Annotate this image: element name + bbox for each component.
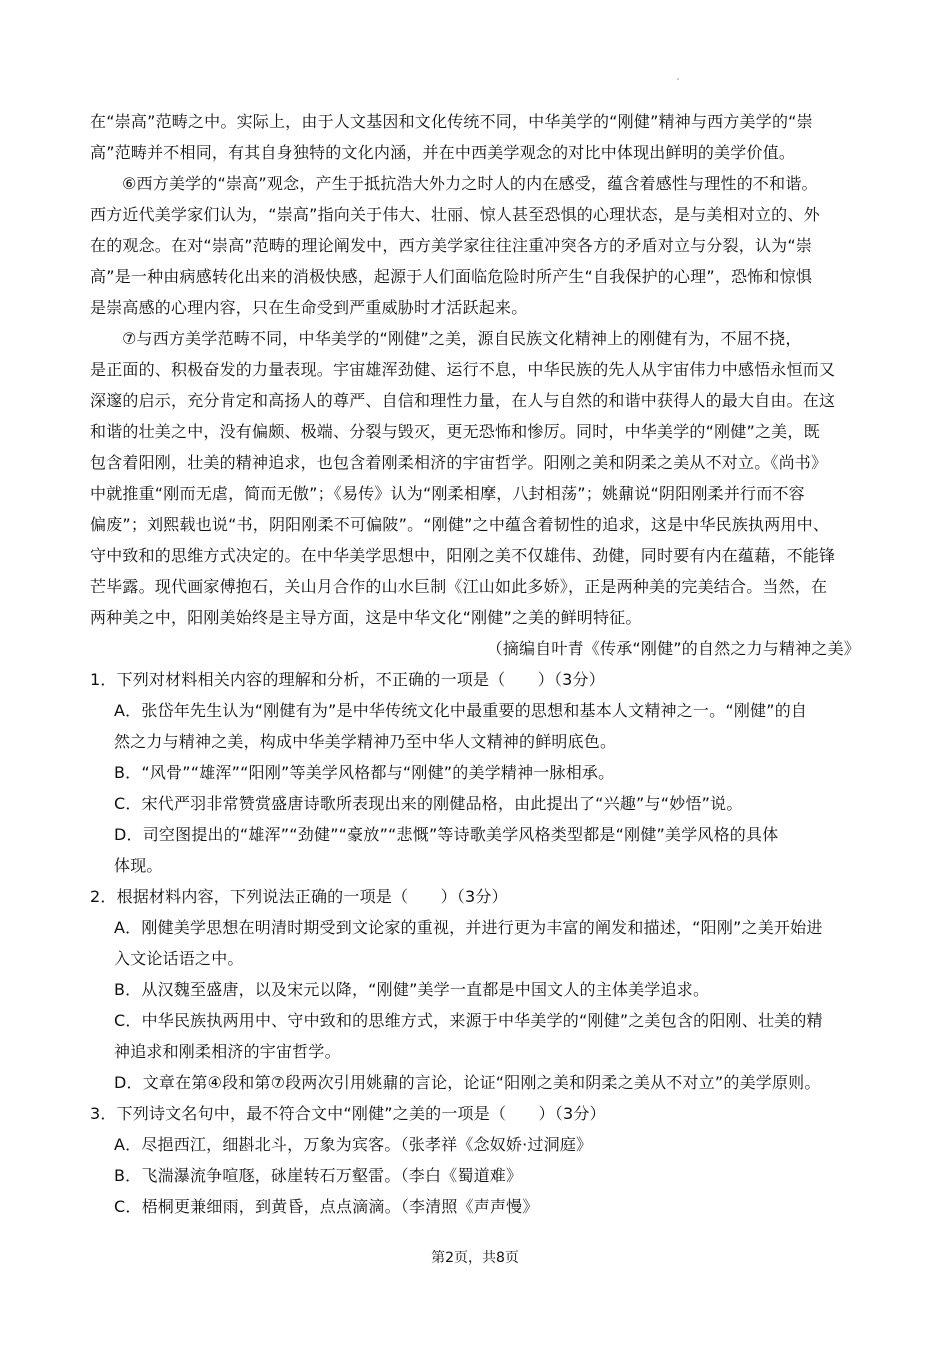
option-a: A．尽挹西江，细斟北斗，万象为宾客。（张孝祥《念奴娇·过洞庭》	[114, 1135, 593, 1154]
option-c: C．宋代严羽非常赞赏盛唐诗歌所表现出来的刚健品格，由此提出了“兴趣”与“妙悟”说。	[114, 794, 743, 813]
option-d: D．文章在第④段和第⑦段两次引用姚鼐的言论，论证“阳刚之美和阴柔之美从不对立”的美学原则。	[114, 1073, 821, 1092]
question-3	[90, 1098, 860, 1222]
paragraph-6	[90, 168, 860, 323]
paragraph-7	[90, 323, 860, 633]
question-1	[90, 664, 860, 881]
option-b: B．飞湍瀑流争喧豗，砯崖转石万壑雷。（李白《蜀道难》	[114, 1166, 523, 1185]
option-d-cont: 体现。	[114, 856, 163, 875]
question-2	[90, 881, 860, 1098]
option-d: D．司空图提出的“雄浑”“劲健”“豪放”“悲慨”等诗歌美学风格类型都是“刚健”美学风格的具体	[114, 825, 779, 844]
page-footer: 第2页，共8页	[431, 1250, 519, 1266]
text-line: 是正面的、积极奋发的力量表现。宇宙雄浑劲健、运行不息，中华民族的先人从宇宙伟力中感悟永恒而又	[90, 360, 836, 379]
option-a-cont: 入文论话语之中。	[114, 949, 244, 968]
option-a: A．张岱年先生认为“刚健有为”是中华传统文化中最重要的思想和基本人文精神之一。“刚健”的自	[114, 701, 808, 720]
text-line: 和谐的壮美之中，没有偏颇、极端、分裂与毁灭，更无恐怖和惨厉。同时，中华美学的“刚健”之美，既	[90, 422, 820, 441]
text-line: 芒毕露。现代画家傅抱石，关山月合作的山水巨制《江山如此多娇》，正是两种美的完美结合。当然，在	[90, 577, 828, 596]
text-line: ⑦与西方美学范畴不同，中华美学的“刚健”之美，源自民族文化精神上的刚健有为，不屈不挠，	[122, 329, 802, 348]
text-line: 西方近代美学家们认为，“崇高”指向关于伟大、壮丽、惊人甚至恐惧的心理状态，是与美相对立的、外	[90, 205, 820, 224]
text-line: 高”是一种由病感转化出来的消极快感，起源于人们面临危险时所产生“自我保护的心理”，恐怖和惊惧	[90, 267, 813, 286]
question-stem: 1．下列对材料相关内容的理解和分析，不正确的一项是（ ）（3分）	[90, 670, 605, 689]
text-line: 两种美之中，阳刚美始终是主导方面，这是中华文化“刚健”之美的鲜明特征。	[90, 608, 642, 627]
exam-page	[90, 106, 860, 1222]
text-line: 在的观念。在对“崇高”范畴的理论阐发中，西方美学家往往注重冲突各方的矛盾对立与分裂，认为“崇	[90, 236, 813, 255]
paragraph-continuation	[90, 106, 860, 168]
scan-speck	[677, 78, 679, 80]
text-line: 在“崇高”范畴之中。实际上，由于人文基因和文化传统不同，中华美学的“刚健”精神与西方美学的“崇	[90, 112, 813, 131]
option-c: C．梧桐更兼细雨，到黄昏，点点滴滴。（李清照《声声慢》	[114, 1197, 539, 1216]
text-line: 包含着阳刚，壮美的精神追求，也包含着刚柔相济的宇宙哲学。阳刚之美和阴柔之美从不对立。《尚书》	[90, 453, 828, 472]
text-line: 是崇高感的心理内容，只在生命受到严重威胁时才活跃起来。	[90, 298, 528, 317]
option-a-cont: 然之力与精神之美，构成中华美学精神乃至中华人文精神的鲜明底色。	[114, 732, 617, 751]
source-citation: （摘编自叶青《传承“刚健”的自然之力与精神之美》	[486, 639, 860, 658]
option-b: B．“风骨”“雄浑”“阳刚”等美学风格都与“刚健”的美学精神一脉相承。	[114, 763, 615, 782]
question-stem: 2．根据材料内容，下列说法正确的一项是（ ）（3分）	[90, 887, 508, 906]
text-line: ⑥西方美学的“崇高”观念，产生于抵抗浩大外力之时人的内在感受，蕴含着感性与理性的不和谐。	[122, 174, 818, 193]
text-line: 偏废”；刘熙载也说“书，阴阳刚柔不可偏陂”。“刚健”之中蕴含着韧性的追求，这是中华民族执两用中、	[90, 515, 830, 534]
option-b: B．从汉魏至盛唐，以及宋元以降，“刚健”美学一直都是中国文人的主体美学追求。	[114, 980, 710, 999]
option-c-cont: 神追求和刚柔相济的宇宙哲学。	[114, 1042, 341, 1061]
text-line: 守中致和的思维方式决定的。在中华美学思想中，阳刚之美不仅雄伟、劲健，同时要有内在蕴藉，不能锋	[90, 546, 836, 565]
text-line: 深邃的启示，充分肯定和高扬人的尊严、自信和理性力量，在人与自然的和谐中获得人的最大自由。在这	[90, 391, 836, 410]
question-stem: 3．下列诗文名句中，最不符合文中“刚健”之美的一项是（ ）（3分）	[90, 1104, 606, 1123]
option-c: C．中华民族执两用中、守中致和的思维方式，来源于中华美学的“刚健”之美包含的阳刚、壮美的精	[114, 1011, 823, 1030]
text-line: 高”范畴并不相同，有其自身独特的文化内涵，并在中西美学观念的对比中体现出鲜明的美学价值。	[90, 143, 796, 162]
text-line: 中就推重“刚而无虐，简而无傲”；《易传》认为“刚柔相摩，八封相荡”；姚鼐说“阴阳刚柔并行而不容	[90, 484, 805, 503]
option-a: A．刚健美学思想在明清时期受到文论家的重视，并进行更为丰富的阐发和描述，“阳刚”之美开始进	[114, 918, 823, 937]
